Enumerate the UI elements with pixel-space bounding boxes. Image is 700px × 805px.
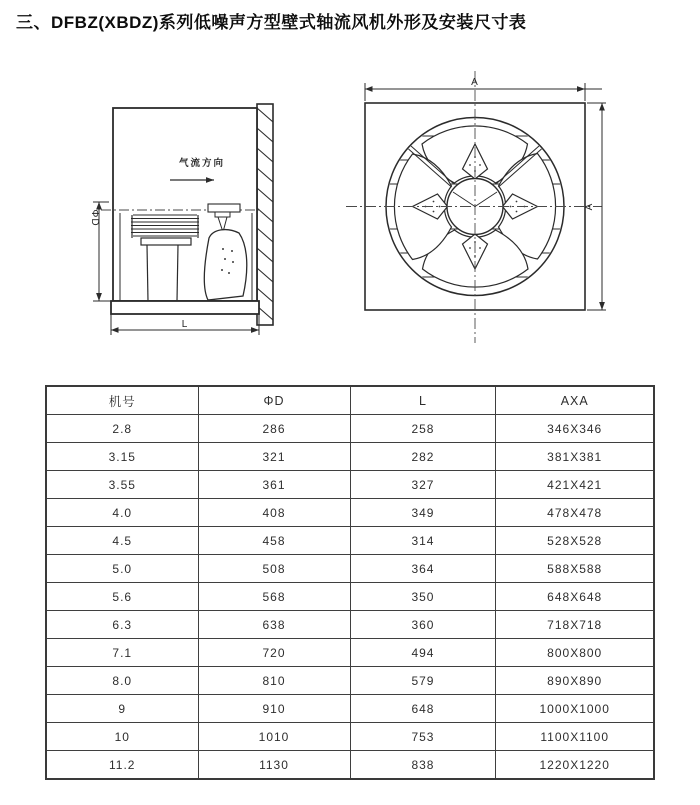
table-row [46, 555, 654, 583]
cell-model: 10 [46, 723, 198, 751]
cell-model: 3.15 [46, 443, 198, 471]
cell-axa: 528X528 [496, 527, 654, 555]
cell-axa: 478X478 [496, 499, 654, 527]
table-row [46, 499, 654, 527]
cell-length: 350 [350, 583, 496, 611]
cell-axa: 648X648 [496, 583, 654, 611]
cell-length: 327 [350, 471, 496, 499]
header-length: L [350, 386, 496, 415]
page-title: 三、DFBZ(XBDZ)系列低噪声方型壁式轴流风机外形及安装尺寸表 [16, 13, 527, 32]
cell-model: 9 [46, 695, 198, 723]
width-dimension [365, 83, 602, 101]
cell-diameter: 286 [198, 415, 350, 443]
table-row [46, 527, 654, 555]
diameter-dim-label: ΦD [89, 209, 100, 227]
cell-diameter: 361 [198, 471, 350, 499]
airflow-label: 气流方向 [178, 158, 226, 169]
table-row [46, 751, 654, 780]
cell-axa: 800X800 [496, 639, 654, 667]
cell-length: 494 [350, 639, 496, 667]
fan-blade [204, 230, 246, 300]
dimensions-table [45, 385, 655, 780]
table-header-row [46, 386, 654, 415]
table-row [46, 695, 654, 723]
cell-axa: 346X346 [496, 415, 654, 443]
table-row [46, 415, 654, 443]
cell-length: 314 [350, 527, 496, 555]
cell-axa: 890X890 [496, 667, 654, 695]
table-row [46, 723, 654, 751]
cell-model: 11.2 [46, 751, 198, 780]
height-dim-label: A [584, 202, 595, 211]
cell-length: 838 [350, 751, 496, 780]
table-row [46, 443, 654, 471]
cell-axa: 1100X1100 [496, 723, 654, 751]
table-row [46, 611, 654, 639]
cell-diameter: 568 [198, 583, 350, 611]
header-axa: AXA [496, 386, 654, 415]
cell-diameter: 408 [198, 499, 350, 527]
cell-diameter: 638 [198, 611, 350, 639]
cell-length: 360 [350, 611, 496, 639]
front-view-drawing [340, 55, 625, 350]
cell-diameter: 1130 [198, 751, 350, 780]
header-model: 机号 [46, 386, 198, 415]
cell-diameter: 910 [198, 695, 350, 723]
cell-model: 5.6 [46, 583, 198, 611]
cell-length: 282 [350, 443, 496, 471]
cell-diameter: 720 [198, 639, 350, 667]
cell-model: 8.0 [46, 667, 198, 695]
table-row [46, 583, 654, 611]
cell-axa: 421X421 [496, 471, 654, 499]
cell-axa: 1220X1220 [496, 751, 654, 780]
cell-model: 5.0 [46, 555, 198, 583]
cell-length: 258 [350, 415, 496, 443]
cell-model: 7.1 [46, 639, 198, 667]
cell-diameter: 1010 [198, 723, 350, 751]
base-plate [111, 301, 259, 314]
cell-model: 4.5 [46, 527, 198, 555]
cell-diameter: 458 [198, 527, 350, 555]
table-row [46, 667, 654, 695]
cell-length: 579 [350, 667, 496, 695]
side-view-drawing [85, 78, 305, 348]
cell-axa: 588X588 [496, 555, 654, 583]
wall-hatch [257, 104, 273, 325]
cell-diameter: 810 [198, 667, 350, 695]
header-diameter: ΦD [198, 386, 350, 415]
cell-axa: 381X381 [496, 443, 654, 471]
cell-length: 349 [350, 499, 496, 527]
cell-axa: 718X718 [496, 611, 654, 639]
table-row [46, 471, 654, 499]
cell-length: 648 [350, 695, 496, 723]
width-dim-label: A [471, 77, 479, 88]
cell-axa: 1000X1000 [496, 695, 654, 723]
cell-model: 6.3 [46, 611, 198, 639]
cell-diameter: 508 [198, 555, 350, 583]
table-row [46, 639, 654, 667]
cell-diameter: 321 [198, 443, 350, 471]
length-dim-label: L [181, 319, 189, 330]
cell-model: 3.55 [46, 471, 198, 499]
cell-model: 4.0 [46, 499, 198, 527]
cell-length: 753 [350, 723, 496, 751]
cell-model: 2.8 [46, 415, 198, 443]
cell-length: 364 [350, 555, 496, 583]
